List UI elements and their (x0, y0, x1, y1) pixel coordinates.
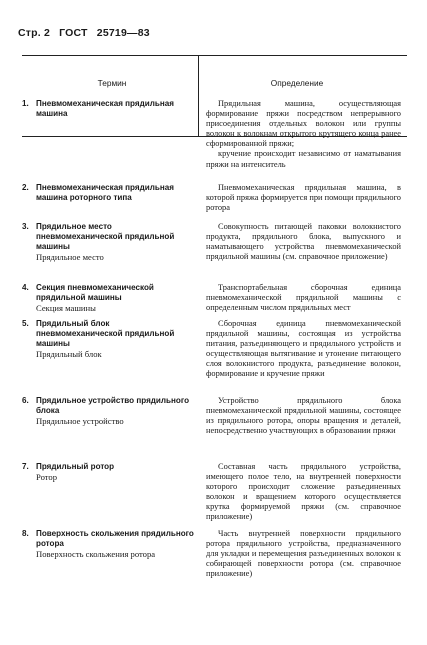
term-number: 4. (22, 283, 29, 292)
term-short-form: Прядильный блок (36, 349, 102, 359)
term-title: Поверхность скольжения прядильного ротора (36, 529, 194, 548)
definition-text-continued: кручение происходит независимо от наматывания пряжи на интенситель (206, 149, 401, 169)
term-title: Прядильное устройство прядильного блока (36, 396, 190, 415)
term-short-form: Ротор (36, 472, 57, 482)
definition-text: Транспортабельная сборочная единица пневмомеханической прядильной машины с определенным числом прядильных мест (206, 283, 401, 313)
term-title: Секция пневмомеханической прядильной машины (36, 283, 154, 302)
term-cell (22, 283, 194, 313)
term-title: Пневмомеханическая прядильная машина роторного типа (36, 183, 174, 202)
term-cell (22, 183, 194, 203)
term-number: 1. (22, 99, 29, 108)
term-short-form: Поверхность скольжения ротора (36, 549, 156, 559)
page-header (18, 27, 156, 39)
term-cell (22, 529, 194, 559)
definition-text: Сборочная единица пневмомеханической прядильной машины, состоящая из устройства питания, разъединяющего и прядильного устройств и осуществляющая вытягивание и утонение питающего слоя волокнистого продукта, разъединение волокон, формирование и кручение пряжи (206, 319, 401, 379)
term-title: Прядильный ротор (36, 462, 115, 471)
table-top-rule (22, 55, 407, 56)
definition-text: Устройство прядильного блока пневмомеханической прядильной машины, состоящее из прядильного ротора, опоры вращения и деталей, непосредственно участвующих в образовании пряжи (206, 396, 401, 436)
definition-cell (206, 222, 401, 262)
term-title: Прядильное место пневмомеханической прядильной машины (36, 222, 175, 251)
standard-code: 25719—83 (96, 27, 150, 39)
header-column-divider (198, 55, 199, 136)
term-number: 6. (22, 396, 29, 405)
term-cell (22, 99, 194, 119)
definition-cell (206, 99, 401, 170)
term-number: 3. (22, 222, 29, 231)
term-number: 2. (22, 183, 29, 192)
definition-text: Прядильная машина, осуществляющая формирование пряжи посредством непрерывного присоединения отдельных волокон или группы волокон к волокнам открытого крутящего конца ранее сформированной пряжи; (206, 99, 401, 149)
definition-text: Часть внутренней поверхности прядильного ротора прядильного устройства, предназначенного для укладки и перемещения разъединенных волокон к собирающей поверхности ротора (см. справочное приложение) (206, 529, 401, 579)
definition-cell (206, 319, 401, 380)
column-header-term: Термин (97, 78, 127, 88)
term-short-form: Секция машины (36, 303, 96, 313)
definition-cell (206, 529, 401, 579)
term-short-form: Прядильное устройство (36, 416, 124, 426)
term-title: Прядильный блок пневмомеханической прядильной машины (36, 319, 175, 348)
definition-cell (206, 283, 401, 313)
term-number: 5. (22, 319, 29, 328)
term-short-form: Прядильное место (36, 252, 104, 262)
term-cell (22, 396, 194, 426)
term-title: Пневмомеханическая прядильная машина (36, 99, 174, 118)
definition-text: Пневмомеханическая прядильная машина, в которой пряжа формируется при помощи прядильного ротора (206, 183, 401, 213)
definition-cell (206, 396, 401, 436)
page-number: Стр. 2 (18, 27, 51, 39)
definition-cell (206, 462, 401, 523)
column-header-definition: Определение (270, 78, 324, 88)
definition-cell (206, 183, 401, 213)
term-cell (22, 319, 194, 359)
definition-text: Совокупность питающей паковки волокнистого продукта, прядильного блока, выпускного и наматывающего устройства пневмомеханической прядильной машины (см. справочное приложение) (206, 222, 401, 262)
term-number: 7. (22, 462, 29, 471)
term-number: 8. (22, 529, 29, 538)
definition-text: Составная часть прядильного устройства, имеющего полое тело, на внутренней поверхности которого происходит сложение разъединенных волокон и вращением которого осуществляется крутка формируемой пряжи (см. справочное приложение) (206, 462, 401, 522)
standard-label: ГОСТ (59, 27, 88, 39)
term-cell (22, 462, 194, 482)
term-cell (22, 222, 194, 262)
